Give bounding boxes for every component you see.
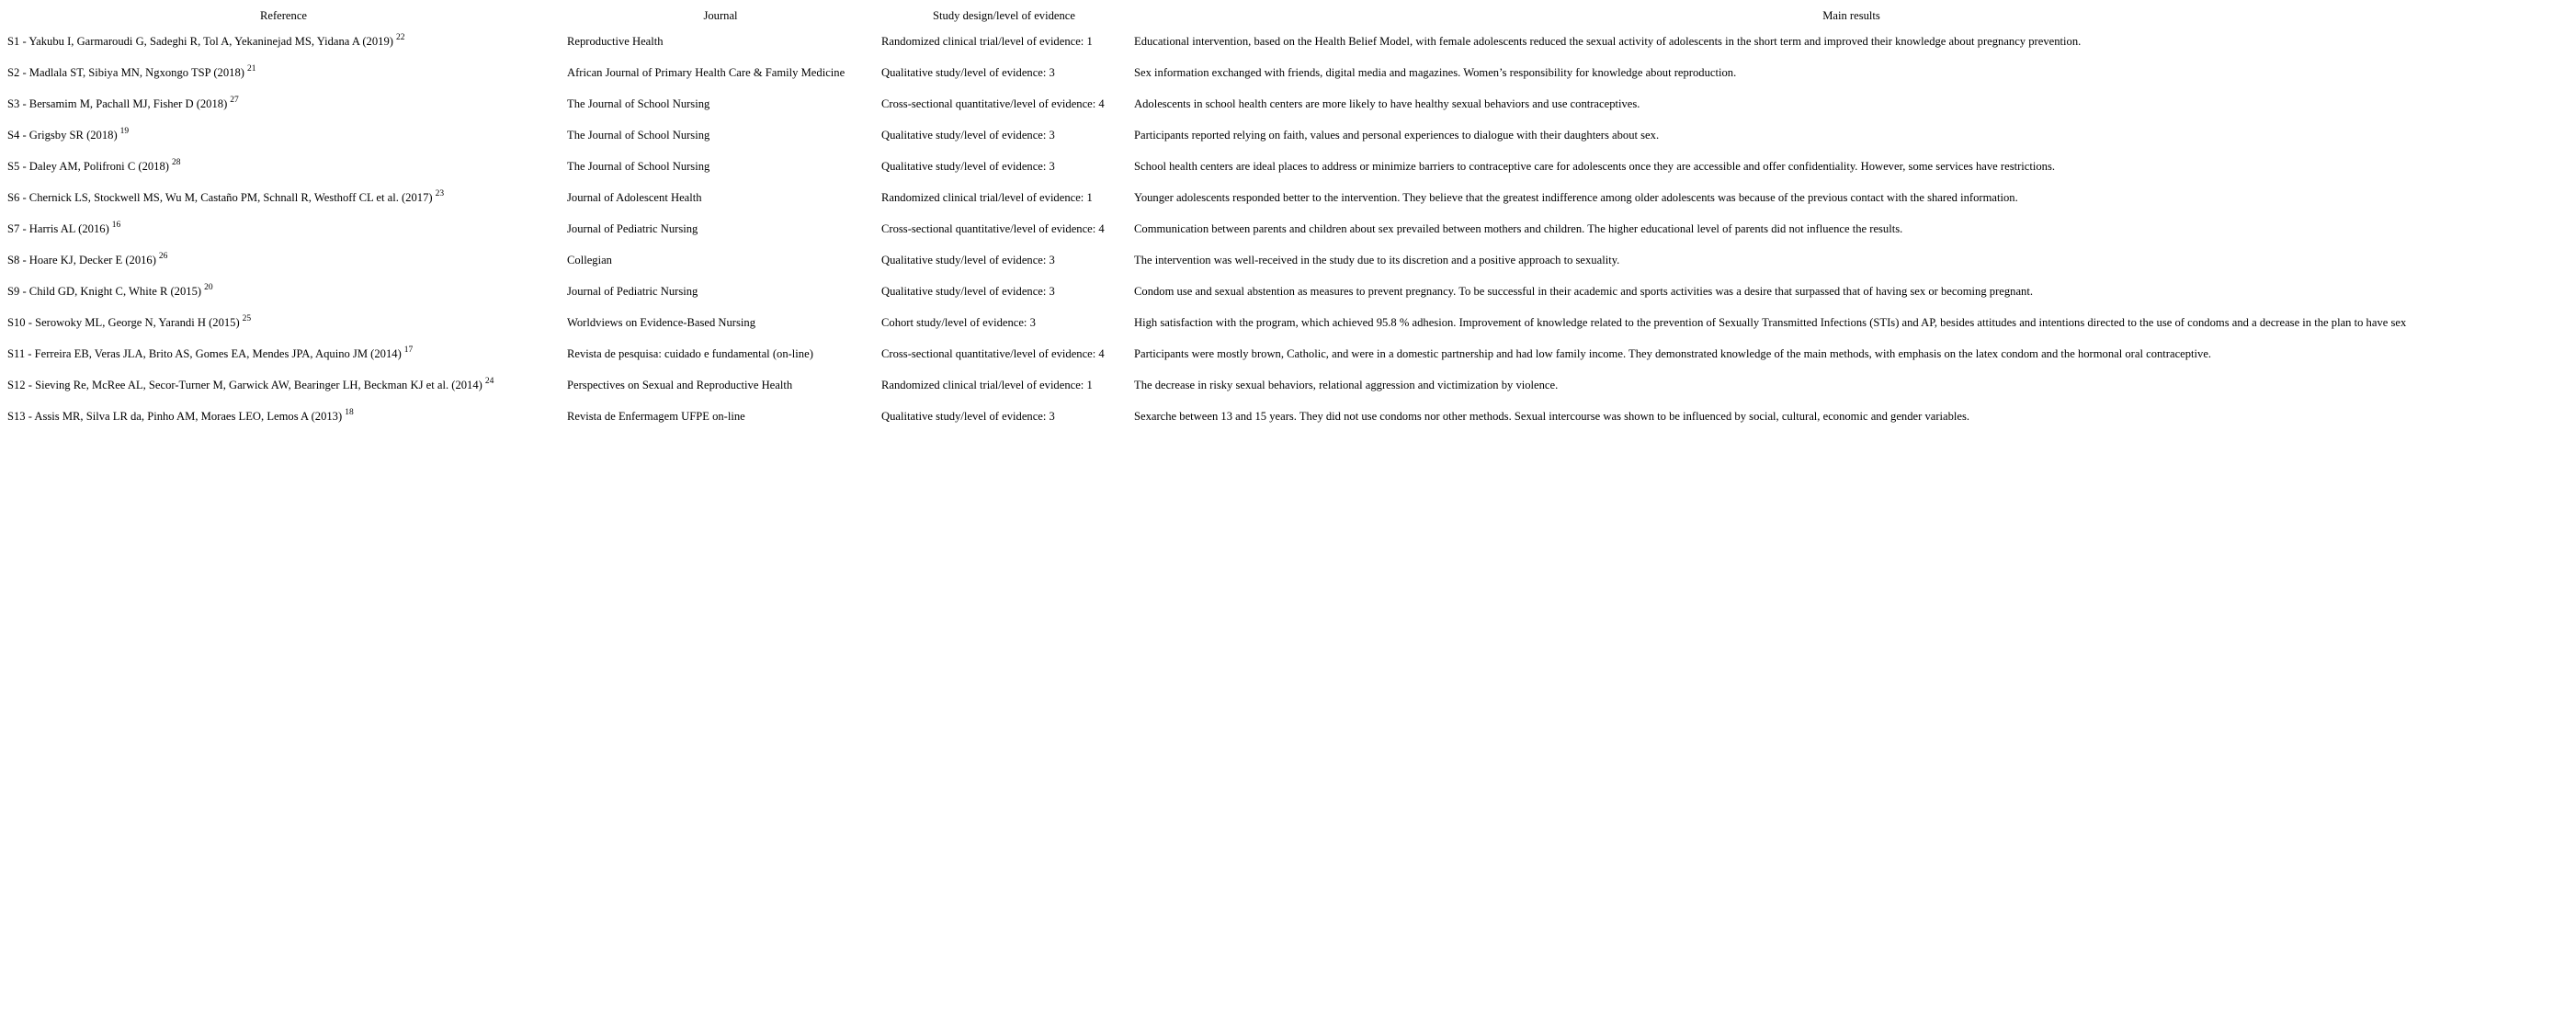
design-cell: Qualitative study/level of evidence: 3 — [881, 160, 1055, 173]
journal-cell: Journal of Pediatric Nursing — [567, 285, 698, 298]
design-cell: Qualitative study/level of evidence: 3 — [881, 129, 1055, 142]
design-cell: Randomized clinical trial/level of evidence: 1 — [881, 379, 1093, 391]
journal-cell: The Journal of School Nursing — [567, 129, 710, 142]
journal-cell: Journal of Pediatric Nursing — [567, 222, 698, 235]
design-cell: Qualitative study/level of evidence: 3 — [881, 410, 1055, 423]
reference-number: 23 — [435, 189, 445, 198]
reference-cell — [4, 401, 563, 432]
reference-text: S11 - Ferreira EB, Veras JLA, Brito AS, Gomes EA, Mendes JPA, Aquino JM (2014) — [7, 347, 402, 360]
table-row — [4, 369, 2572, 401]
reference-number: 28 — [171, 158, 181, 167]
design-cell: Cross-sectional quantitative/level of evidence: 4 — [881, 97, 1105, 110]
reference-text: S8 - Hoare KJ, Decker E (2016) — [7, 254, 156, 266]
table-row — [4, 213, 2572, 244]
reference-text: S9 - Child GD, Knight C, White R (2015) — [7, 285, 202, 298]
table-header — [4, 6, 2572, 26]
design-cell: Qualitative study/level of evidence: 3 — [881, 66, 1055, 79]
results-cell: Participants were mostly brown, Catholic, and were in a domestic partnership and had low family income. They demonstrated knowledge of the main methods, with emphasis on the latex condom and the hormonal oral contraceptive. — [1134, 347, 2212, 360]
reference-text: S6 - Chernick LS, Stockwell MS, Wu M, Castaño PM, Schnall R, Westhoff CL et al. (2017) — [7, 191, 433, 204]
reference-number: 19 — [119, 127, 130, 136]
table-row — [4, 276, 2572, 307]
reference-number: 21 — [246, 64, 256, 74]
results-cell: Educational intervention, based on the Health Belief Model, with female adolescents reduced the sexual activity of adolescents in the short term and improved their knowledge about pregnancy prevention. — [1134, 35, 2082, 48]
reference-cell — [4, 119, 563, 151]
results-cell: Condom use and sexual abstention as measures to prevent pregnancy. To be successful in their academic and sports activities was a desire that surpassed that of having sex or becoming pregnant. — [1134, 285, 2034, 298]
table-row — [4, 119, 2572, 151]
table-row — [4, 151, 2572, 182]
journal-cell: African Journal of Primary Health Care & Family Medicine — [567, 66, 845, 79]
design-cell: Cross-sectional quantitative/level of evidence: 4 — [881, 222, 1105, 235]
reference-cell — [4, 244, 563, 276]
journal-cell: Perspectives on Sexual and Reproductive Health — [567, 379, 793, 391]
reference-number: 25 — [242, 314, 252, 323]
reference-text: S1 - Yakubu I, Garmaroudi G, Sadeghi R, Tol A, Yekaninejad MS, Yidana A (2019) — [7, 35, 393, 48]
reference-number: 27 — [230, 96, 239, 105]
reference-cell — [4, 307, 563, 338]
design-cell: Cohort study/level of evidence: 3 — [881, 316, 1036, 329]
journal-cell: The Journal of School Nursing — [567, 97, 710, 110]
results-cell: School health centers are ideal places to address or minimize barriers to contraceptive care for adolescents once they are accessible and offer confidentiality. However, some services have restrictions. — [1134, 160, 2056, 173]
table-row — [4, 307, 2572, 338]
table-row — [4, 338, 2572, 369]
header-journal: Journal — [703, 9, 738, 22]
journal-cell: Worldviews on Evidence-Based Nursing — [567, 316, 755, 329]
reference-cell — [4, 182, 563, 213]
header-design: Study design/level of evidence — [933, 9, 1075, 22]
table-row — [4, 26, 2572, 57]
results-cell: The decrease in risky sexual behaviors, relational aggression and victimization by violence. — [1134, 379, 1559, 391]
reference-text: S4 - Grigsby SR (2018) — [7, 129, 118, 142]
reference-cell — [4, 369, 563, 401]
table-row — [4, 57, 2572, 88]
results-cell: High satisfaction with the program, which achieved 95.8 % adhesion. Improvement of knowledge related to the prevention of Sexually Transmitted Infections (STIs) and AP, besides attitudes and intentions directed to the use of condoms and a decrease in the plan to have sex — [1134, 316, 2407, 329]
results-cell: Sexarche between 13 and 15 years. They did not use condoms nor other methods. Sexual intercourse was shown to be influenced by social, cultural, economic and gender variables. — [1134, 410, 1970, 423]
reference-number: 26 — [158, 252, 168, 261]
header-reference: Reference — [259, 9, 308, 22]
studies-table — [4, 6, 2572, 432]
results-cell: The intervention was well-received in the study due to its discretion and a positive approach to sexuality. — [1134, 254, 1620, 266]
reference-cell — [4, 276, 563, 307]
reference-cell — [4, 213, 563, 244]
reference-text: S10 - Serowoky ML, George N, Yarandi H (2015) — [7, 316, 240, 329]
design-cell: Randomized clinical trial/level of evidence: 1 — [881, 191, 1093, 204]
reference-number: 20 — [204, 283, 213, 292]
results-cell: Sex information exchanged with friends, digital media and magazines. Women’s responsibility for knowledge about reproduction. — [1134, 66, 1737, 79]
journal-cell: The Journal of School Nursing — [567, 160, 710, 173]
reference-cell — [4, 88, 563, 119]
reference-cell — [4, 26, 563, 57]
design-cell: Qualitative study/level of evidence: 3 — [881, 254, 1055, 266]
reference-cell — [4, 57, 563, 88]
journal-cell: Revista de pesquisa: cuidado e fundamental (on-line) — [567, 347, 813, 360]
results-cell: Participants reported relying on faith, values and personal experiences to dialogue with their daughters about sex. — [1134, 129, 1660, 142]
table-row — [4, 88, 2572, 119]
reference-cell — [4, 151, 563, 182]
reference-number: 16 — [111, 221, 121, 230]
journal-cell: Reproductive Health — [567, 35, 664, 48]
design-cell: Qualitative study/level of evidence: 3 — [881, 285, 1055, 298]
design-cell: Cross-sectional quantitative/level of evidence: 4 — [881, 347, 1105, 360]
table-row — [4, 182, 2572, 213]
design-cell: Randomized clinical trial/level of evidence: 1 — [881, 35, 1093, 48]
reference-number: 22 — [395, 33, 405, 42]
reference-text: S5 - Daley AM, Polifroni C (2018) — [7, 160, 169, 173]
table-row — [4, 244, 2572, 276]
journal-cell: Collegian — [567, 254, 612, 266]
journal-cell: Revista de Enfermagem UFPE on-line — [567, 410, 745, 423]
table-body — [4, 26, 2572, 432]
results-cell: Adolescents in school health centers are more likely to have healthy sexual behaviors and use contraceptives. — [1134, 97, 1640, 110]
reference-cell — [4, 338, 563, 369]
reference-number: 24 — [484, 377, 494, 386]
reference-text: S7 - Harris AL (2016) — [7, 222, 109, 235]
reference-text: S12 - Sieving Re, McRee AL, Secor-Turner M, Garwick AW, Bearinger LH, Beckman KJ et al. (2014) — [7, 379, 482, 391]
header-results: Main results — [1822, 9, 1880, 22]
results-cell: Younger adolescents responded better to the intervention. They believe that the greatest indifference among older adolescents was because of the previous contact with the shared information. — [1134, 191, 2018, 204]
results-cell: Communication between parents and children about sex prevailed between mothers and children. The higher educational level of parents did not influence the results. — [1134, 222, 1903, 235]
reference-number: 18 — [345, 408, 354, 417]
table-row — [4, 401, 2572, 432]
reference-text: S13 - Assis MR, Silva LR da, Pinho AM, Moraes LEO, Lemos A (2013) — [7, 410, 343, 423]
header-row — [4, 6, 2572, 26]
journal-cell: Journal of Adolescent Health — [567, 191, 702, 204]
reference-text: S3 - Bersamim M, Pachall MJ, Fisher D (2018) — [7, 97, 228, 110]
reference-text: S2 - Madlala ST, Sibiya MN, Ngxongo TSP (2018) — [7, 66, 244, 79]
reference-number: 17 — [403, 346, 414, 355]
